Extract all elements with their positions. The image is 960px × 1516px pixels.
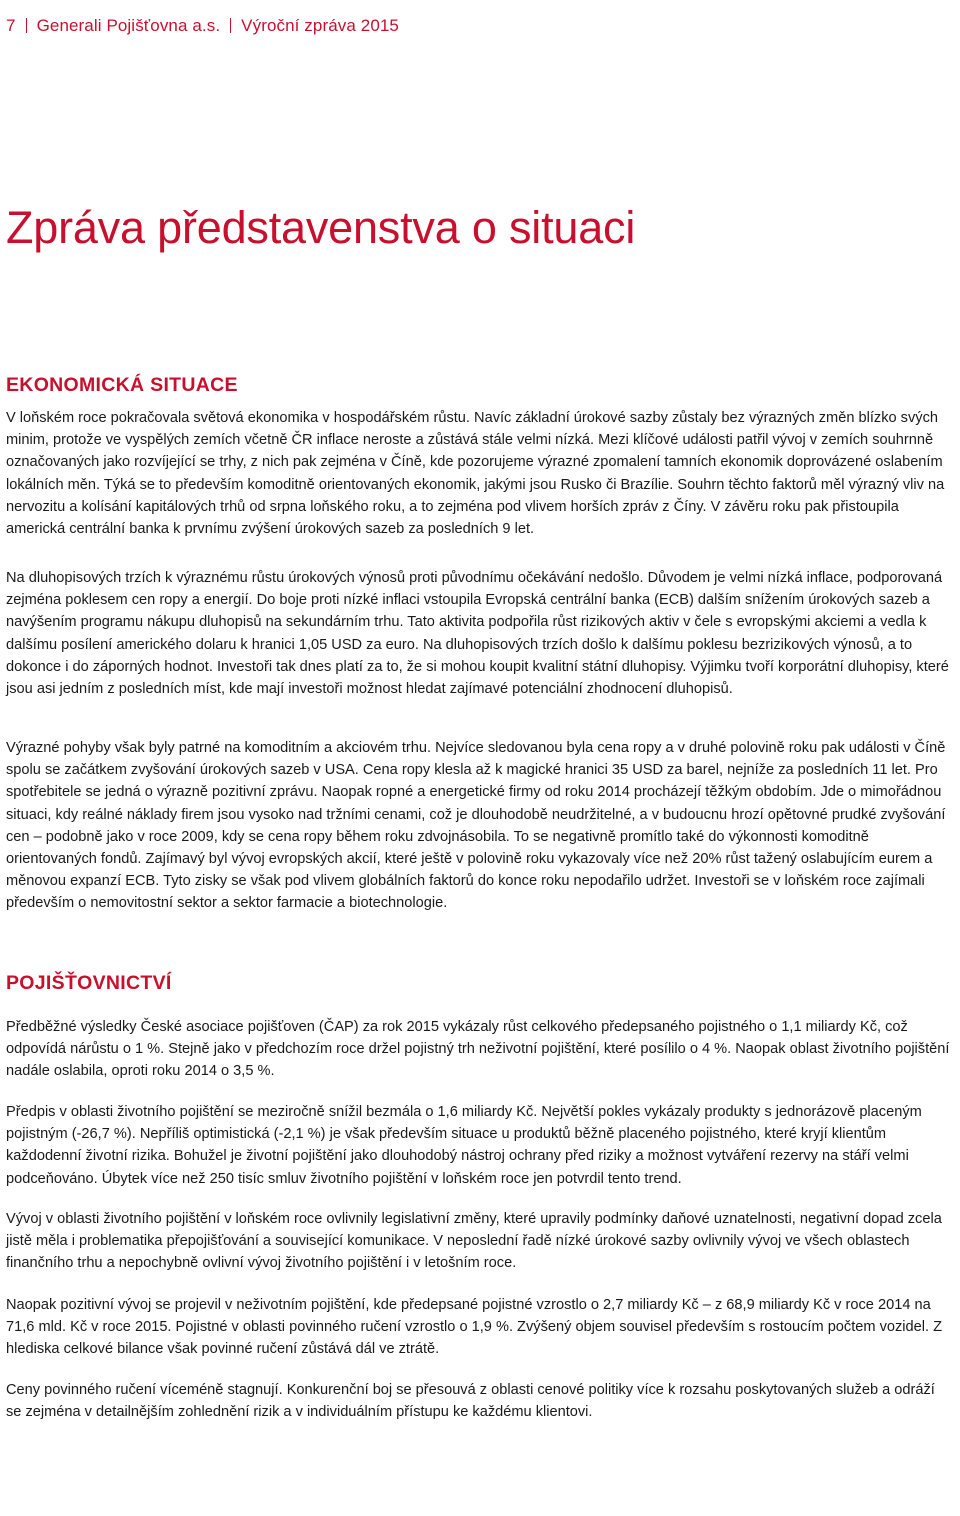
paragraph: Naopak pozitivní vývoj se projevil v neživotním pojištění, kde předepsané pojistné vzrostlo o 2,7 miliardy Kč – z 68,9 miliardy Kč v roce 2014 na 71,6 mld. Kč v roce 2015. Pojistné v oblasti povinného ručení vzrostlo o 1,9 %. Zvýšený objem souvisel především s rostoucím počtem vozidel. Z hlediska celkové bilance však povinné ručení zůstává dál ve ztrátě.	[6, 1297, 943, 1358]
paragraph: Ceny povinného ručení víceméně stagnují. Konkurenční boj se přesouvá z oblasti cenové politiky více k rozsahu poskytovaných služeb a odráží se zejména v detailnějším zohlednění rizik a v individuálním přístupu ke každému klientovi.	[6, 1382, 935, 1421]
section-heading-insurance: POJIŠŤOVNICTVÍ	[6, 972, 172, 994]
section-heading-economy: EKONOMICKÁ SITUACE	[6, 374, 238, 396]
paragraph: Předpis v oblasti životního pojištění se meziročně snížil bezmála o 1,6 miliardy Kč. Největší pokles vykázaly produkty s jednorázově placeným pojistným (-26,7 %). Nepříliš optimistická (-2,1 %) je však především situace u produktů běžně placeného pojistného, které kryjí klientům každodenní životní rizika. Bohužel je životní pojištění jako dlouhodobý nástroj ochrany před riziky a možnost vytváření rezervy na stáří velmi podceňováno. Úbytek více než 250 tisíc smluv životního pojištění v loňském roce jen potvrdil tento trend.	[6, 1104, 922, 1187]
page-title: Zpráva představenstva o situaci	[6, 202, 636, 253]
paragraph: Předběžné výsledky České asociace pojišťoven (ČAP) za rok 2015 vykázaly růst celkového předepsaného pojistného o 1,1 miliardy Kč, což odpovídá nárůstu o 1 %. Stejně jako v předchozím roce držel pojistný trh neživotní pojištění, které posílilo o 4 %. Naopak oblast životního pojištění nadále oslabila, oproti roku 2014 o 3,5 %.	[6, 1019, 950, 1080]
page-number: 7	[6, 16, 16, 35]
header-divider	[230, 18, 231, 33]
page-header	[6, 16, 399, 36]
paragraph: Na dluhopisových trzích k výraznému růstu úrokových výnosů proti původnímu očekávání nedošlo. Důvodem je velmi nízká inflace, podporovaná zejména poklesem cen ropy a energií. Do boje proti nízké inflaci vstoupila Evropská centrální banka (ECB) dalším snížením úrokových sazeb a navýšením programu nákupu dluhopisů na sekundárním trhu. Tato aktivita podpořila růst rizikových aktiv v čele s evropskými akciemi a vedla k dalšímu posílení amerického dolaru k hranici 1,05 USD za euro. Na dluhopisových trzích došlo k dalšímu poklesu bezrizikových výnosů, a to dokonce i do záporných hodnot. Investoři tak dnes platí za to, že si mohou koupit kvalitní státní dluhopisy. Výjimku tvoří korporátní dluhopisy, které jsou asi jedním z posledních míst, kde mají investoři možnost hledat zajímavé potenciální zhodnocení dluhopisů.	[6, 570, 949, 698]
header-divider	[26, 18, 27, 33]
paragraph: Vývoj v oblasti životního pojištění v loňském roce ovlivnily legislativní změny, které upravily podmínky daňové uznatelnosti, negativní dopad zcela jistě měla i problematika přepojišťování a související komunikace. V neposlední řadě nízké úrokové sazby ovlivnily vývoj ve všech oblastech finančního trhu a nepochybně ovlivní vývoj životního pojištění i v letošním roce.	[6, 1211, 942, 1272]
company-name: Generali Pojišťovna a.s.	[36, 16, 221, 35]
paragraph: V loňském roce pokračovala světová ekonomika v hospodářském růstu. Navíc základní úrokové sazby zůstaly bez výrazných změn blízko svých minim, protože ve vyspělých zemích včetně ČR inflace neroste a zůstává stále velmi nízká. Mezi klíčové události patřil vývoj v zemích souhrnně označovaných jako rozvíjející se trhy, z nich pak zejména v Číně, kde pozorujeme výrazné zpomalení tamních ekonomik doprovázené oslabením lokálních měn. Týká se to především komoditně orientovaných ekonomik, jakými jsou Rusko či Brazílie. Souhrn těchto faktorů měl výrazný vliv na nervozitu a kolísání kapitálových trhů od srpna loňského roku, a to zejména pod vlivem horších zpráv z Číny. V závěru roku pak přistoupila americká centrální banka k prvnímu zvýšení úrokových sazeb za posledních 9 let.	[6, 410, 945, 538]
report-name: Výroční zpráva 2015	[241, 16, 399, 35]
paragraph: Výrazné pohyby však byly patrné na komoditním a akciovém trhu. Nejvíce sledovanou byla cena ropy a v druhé polovině roku pak události v Číně spolu se začátkem zvyšování úrokových sazeb v USA. Cena ropy klesla až k magické hranici 35 USD za barel, nejníže za posledních 11 let. Pro spotřebitele se jedná o výrazně pozitivní zprávu. Naopak ropné a energetické firmy od roku 2014 procházejí těžkým obdobím. Jde o mimořádnou situaci, kdy reálné náklady firem jsou vysoko nad tržními cenami, což je dlouhodobě neudržitelné, a v budoucnu hrozí opětovné prudké zvyšování cen – podobně jako v roce 2009, kdy se cena ropy během roku zdvojnásobila. To se negativně promítlo také do výkonnosti komoditně orientovaných fondů. Zajímavý byl vývoj evropských akcií, které ještě v polovině roku vykazovaly více než 20% růst tažený oslabujícím eurem a měnovou expanzí ECB. Tyto zisky se však pod vlivem globálních faktorů do konce roku nepodařilo udržet. Investoři se v loňském roce zajímali především o nemovitostní sektor a sektor farmacie a biotechnologie.	[6, 740, 946, 912]
